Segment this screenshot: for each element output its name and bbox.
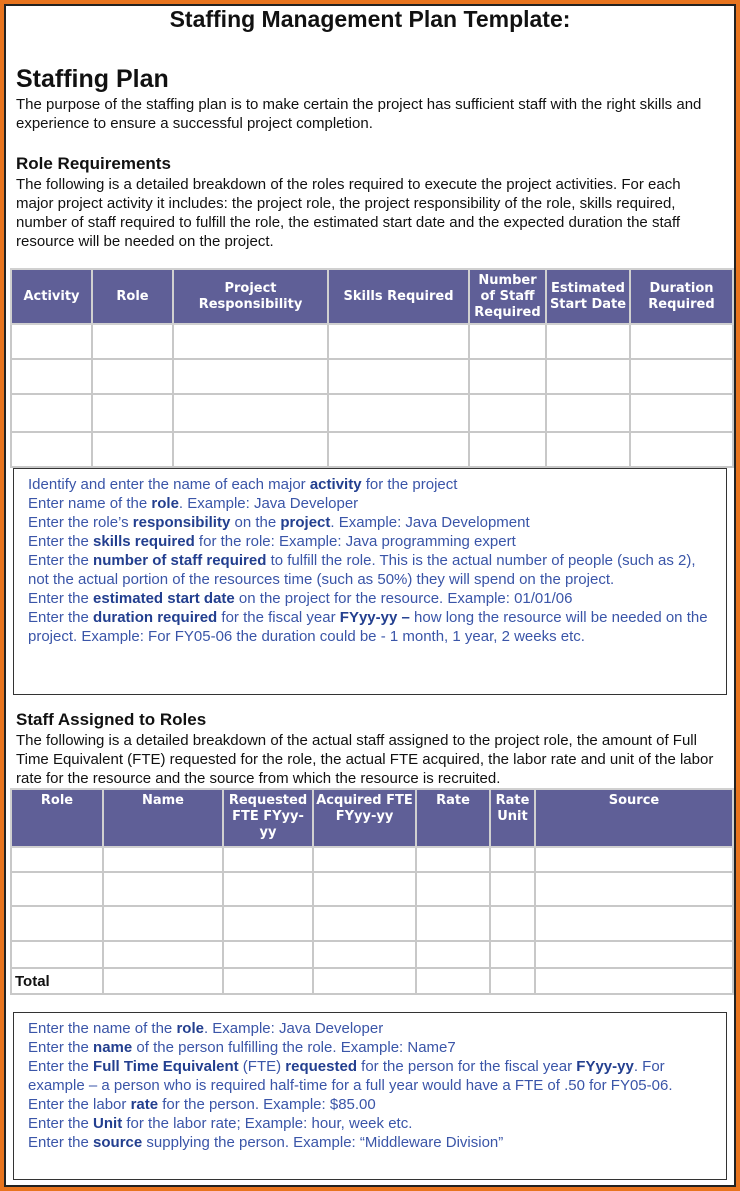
column-header-activity: Activity <box>11 269 92 324</box>
cell-duration-required[interactable] <box>630 324 733 359</box>
total-cell-requested-fte-fyyy-yy[interactable] <box>223 968 313 994</box>
instruction-line <box>28 1057 712 1095</box>
cell-acquired-fte-fyyy-yy[interactable] <box>313 906 416 941</box>
cell-acquired-fte-fyyy-yy[interactable] <box>313 941 416 968</box>
cell-activity[interactable] <box>11 324 92 359</box>
instruction-keyword: FYyy-yy – <box>339 609 410 626</box>
table-row <box>11 394 733 432</box>
column-header-estimated-start-date: Estimated Start Date <box>546 269 630 324</box>
column-header-role: Role <box>11 789 103 847</box>
instruction-keyword: duration required <box>93 609 218 626</box>
cell-role[interactable] <box>92 394 173 432</box>
cell-source[interactable] <box>535 906 733 941</box>
instruction-text: on the <box>230 514 281 531</box>
cell-role[interactable] <box>11 941 103 968</box>
staff-assigned-heading: Staff Assigned to Roles <box>16 710 207 729</box>
column-header-acquired-fte-fyyy-yy: Acquired FTE FYyy-yy <box>313 789 416 847</box>
cell-estimated-start-date[interactable] <box>546 432 630 467</box>
cell-skills-required[interactable] <box>328 394 469 432</box>
cell-role[interactable] <box>11 906 103 941</box>
cell-duration-required[interactable] <box>630 394 733 432</box>
instruction-text: for the fiscal year <box>217 609 340 626</box>
instruction-text: Enter the <box>28 609 94 626</box>
cell-rate-unit[interactable] <box>490 906 535 941</box>
cell-requested-fte-fyyy-yy[interactable] <box>223 847 313 872</box>
cell-estimated-start-date[interactable] <box>546 394 630 432</box>
cell-duration-required[interactable] <box>630 359 733 394</box>
column-header-number-of-staff-required: Number of Staff Required <box>469 269 546 324</box>
instruction-keyword: role <box>176 1020 204 1037</box>
role-requirements-heading: Role Requirements <box>16 154 171 173</box>
cell-rate-unit[interactable] <box>490 872 535 906</box>
role-requirements-table <box>10 268 734 468</box>
cell-skills-required[interactable] <box>328 324 469 359</box>
instruction-keyword: role <box>151 495 179 512</box>
instruction-keyword: FYyy-yy <box>576 1058 634 1075</box>
instruction-keyword: number of staff required <box>93 552 267 569</box>
cell-rate[interactable] <box>416 941 490 968</box>
cell-number-of-staff-required[interactable] <box>469 324 546 359</box>
instruction-text: Enter name of the <box>28 495 152 512</box>
instruction-text: Enter the <box>28 533 94 550</box>
role-requirements-instructions <box>13 468 727 695</box>
instruction-keyword: rate <box>130 1096 159 1113</box>
instruction-keyword: skills required <box>93 533 195 550</box>
cell-role[interactable] <box>92 432 173 467</box>
cell-role[interactable] <box>11 872 103 906</box>
table-row <box>11 872 733 906</box>
cell-rate[interactable] <box>416 906 490 941</box>
instruction-line <box>28 494 712 513</box>
instruction-text: . For example – a person who is required half-time for a full year would have a FTE of .50 for FY05-06. <box>28 1058 673 1094</box>
instruction-line <box>28 1133 712 1152</box>
cell-requested-fte-fyyy-yy[interactable] <box>223 941 313 968</box>
cell-skills-required[interactable] <box>328 359 469 394</box>
role-requirements-intro: The following is a detailed breakdown of the roles required to execute the project activities. For each major project activity it includes: the project role, the project responsibility of the role, skills required, number of staff required to fulfill the role, the estimated start date and the expected duration the staff resource will be needed on the project. <box>16 176 681 250</box>
total-cell-acquired-fte-fyyy-yy[interactable] <box>313 968 416 994</box>
total-row <box>11 968 733 994</box>
instruction-text: Enter the <box>28 1115 94 1132</box>
instruction-text: Enter the <box>28 552 94 569</box>
column-header-name: Name <box>103 789 223 847</box>
cell-estimated-start-date[interactable] <box>546 359 630 394</box>
cell-duration-required[interactable] <box>630 432 733 467</box>
instruction-text: for the person for the fiscal year <box>357 1058 577 1075</box>
column-header-duration-required: Duration Required <box>630 269 733 324</box>
cell-activity[interactable] <box>11 359 92 394</box>
instruction-text: Enter the name of the <box>28 1020 177 1037</box>
instruction-text: for the role: Example: Java programming expert <box>194 533 516 550</box>
column-header-rate: Rate <box>416 789 490 847</box>
instruction-line <box>28 1095 712 1114</box>
instruction-text: how long the resource will be needed on the project. Example: For FY05-06 the duration could be - 1 month, 1 year, 2 weeks etc. <box>28 609 708 645</box>
cell-rate[interactable] <box>416 847 490 872</box>
cell-number-of-staff-required[interactable] <box>469 432 546 467</box>
cell-name[interactable] <box>103 872 223 906</box>
column-header-project-responsibility: Project Responsibility <box>173 269 328 324</box>
instruction-text: Enter the <box>28 1058 94 1075</box>
cell-name[interactable] <box>103 941 223 968</box>
instruction-keyword: estimated start date <box>93 590 235 607</box>
staff-assigned-table <box>10 788 734 995</box>
instruction-text: Identify and enter the name of each major <box>28 476 310 493</box>
instruction-keyword: project <box>280 514 331 531</box>
cell-source[interactable] <box>535 941 733 968</box>
instruction-line <box>28 1019 712 1038</box>
cell-role[interactable] <box>11 847 103 872</box>
instruction-keyword: Unit <box>93 1115 123 1132</box>
instruction-text: for the project <box>361 476 458 493</box>
cell-project-responsibility[interactable] <box>173 359 328 394</box>
instruction-text: Enter the labor <box>28 1096 131 1113</box>
column-header-skills-required: Skills Required <box>328 269 469 324</box>
instruction-line <box>28 532 712 551</box>
instruction-text: on the project for the resource. Example: 01/01/06 <box>234 590 573 607</box>
table-row <box>11 941 733 968</box>
cell-project-responsibility[interactable] <box>173 394 328 432</box>
cell-project-responsibility[interactable] <box>173 324 328 359</box>
instruction-line <box>28 1038 712 1057</box>
cell-requested-fte-fyyy-yy[interactable] <box>223 872 313 906</box>
staffing-plan-heading: Staffing Plan <box>16 65 169 93</box>
table-row <box>11 324 733 359</box>
instruction-text: of the person fulfilling the role. Example: Name7 <box>132 1039 456 1056</box>
instruction-text: for the labor rate; Example: hour, week etc. <box>122 1115 413 1132</box>
table-row <box>11 906 733 941</box>
cell-project-responsibility[interactable] <box>173 432 328 467</box>
cell-requested-fte-fyyy-yy[interactable] <box>223 906 313 941</box>
instruction-keyword: activity <box>309 476 362 493</box>
instruction-line <box>28 551 712 589</box>
column-header-role: Role <box>92 269 173 324</box>
cell-role[interactable] <box>92 324 173 359</box>
instruction-text: Enter the <box>28 1134 94 1151</box>
instruction-text: . Example: Java Developer <box>178 495 359 512</box>
cell-skills-required[interactable] <box>328 432 469 467</box>
cell-rate-unit[interactable] <box>490 847 535 872</box>
instruction-text: to fulfill the role. This is the actual number of people (such as 2), not the actual portion of the resources time (such as 50%) they will spend on the project. <box>28 552 696 588</box>
instruction-text: (FTE) <box>238 1058 286 1075</box>
instruction-keyword: requested <box>285 1058 357 1075</box>
cell-role[interactable] <box>92 359 173 394</box>
instruction-keyword: responsibility <box>132 514 231 531</box>
cell-acquired-fte-fyyy-yy[interactable] <box>313 847 416 872</box>
table-row <box>11 847 733 872</box>
cell-estimated-start-date[interactable] <box>546 324 630 359</box>
instruction-keyword: name <box>93 1039 133 1056</box>
instruction-line <box>28 608 712 646</box>
instruction-line <box>28 1114 712 1133</box>
staff-assigned-intro: The following is a detailed breakdown of the actual staff assigned to the project role, the amount of Full Time Equivalent (FTE) requested for the role, the actual FTE acquired, the labor rate and unit of the labor rate for the resource and the source from which the resource is recruited. <box>16 732 714 787</box>
staffing-plan-intro: The purpose of the staffing plan is to make certain the project has sufficient staff with the right skills and experience to ensure a successful project completion. <box>16 96 702 132</box>
table-row <box>11 432 733 467</box>
total-cell-source[interactable] <box>535 968 733 994</box>
cell-rate[interactable] <box>416 872 490 906</box>
instruction-text: Enter the <box>28 1039 94 1056</box>
cell-number-of-staff-required[interactable] <box>469 394 546 432</box>
total-cell-name[interactable] <box>103 968 223 994</box>
cell-rate-unit[interactable] <box>490 941 535 968</box>
instruction-text: . Example: Java Developer <box>203 1020 384 1037</box>
cell-activity[interactable] <box>11 432 92 467</box>
cell-acquired-fte-fyyy-yy[interactable] <box>313 872 416 906</box>
cell-name[interactable] <box>103 906 223 941</box>
total-cell-rate-unit[interactable] <box>490 968 535 994</box>
instruction-keyword: Full Time Equivalent <box>93 1058 239 1075</box>
cell-activity[interactable] <box>11 394 92 432</box>
total-label: Total <box>11 968 103 994</box>
column-header-requested-fte-fyyy-yy: Requested FTE FYyy-yy <box>223 789 313 847</box>
instruction-line <box>28 513 712 532</box>
column-header-rate-unit: Rate Unit <box>490 789 535 847</box>
cell-source[interactable] <box>535 847 733 872</box>
instruction-line <box>28 589 712 608</box>
instruction-keyword: source <box>93 1134 143 1151</box>
instruction-text: supplying the person. Example: “Middleware Division” <box>142 1134 504 1151</box>
staff-assigned-instructions <box>13 1012 727 1180</box>
instruction-text: for the person. Example: $85.00 <box>158 1096 376 1113</box>
document-title: Staffing Management Plan Template: <box>169 6 571 32</box>
cell-source[interactable] <box>535 872 733 906</box>
total-cell-rate[interactable] <box>416 968 490 994</box>
instruction-text: Enter the <box>28 590 94 607</box>
table-row <box>11 359 733 394</box>
column-header-source: Source <box>535 789 733 847</box>
cell-name[interactable] <box>103 847 223 872</box>
cell-number-of-staff-required[interactable] <box>469 359 546 394</box>
instruction-text: Enter the role’s <box>28 514 133 531</box>
instruction-text: . Example: Java Development <box>330 514 530 531</box>
instruction-line <box>28 475 712 494</box>
